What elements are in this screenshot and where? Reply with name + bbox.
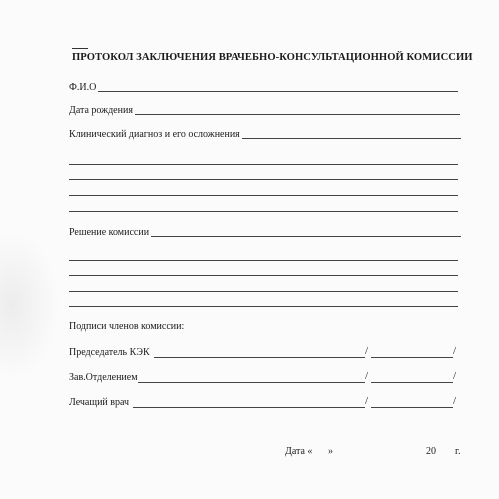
date-quote-close: »	[328, 446, 333, 457]
date-year-suffix: г.	[455, 446, 461, 457]
attending-doctor-separator-end: /	[453, 395, 457, 407]
decision-line[interactable]	[69, 275, 458, 276]
chairman-separator: /	[365, 345, 369, 357]
scan-smudge	[0, 230, 60, 380]
diagnosis-label: Клинический диагноз и его осложнения	[69, 129, 240, 140]
head-of-dept-label: Зав.Отделением	[69, 372, 138, 383]
decision-row	[69, 225, 461, 239]
fio-field[interactable]	[98, 81, 458, 92]
attending-doctor-signature-field[interactable]	[133, 407, 365, 408]
title-overline	[72, 48, 88, 49]
diagnosis-field[interactable]	[242, 128, 461, 139]
decision-line[interactable]	[69, 306, 458, 307]
date-label: Дата «	[285, 446, 313, 457]
diagnosis-line[interactable]	[69, 195, 458, 196]
attending-doctor-separator: /	[365, 395, 369, 407]
head-of-dept-signature-field[interactable]	[138, 382, 365, 383]
decision-line[interactable]	[69, 260, 458, 261]
head-of-dept-separator-end: /	[453, 370, 457, 382]
decision-label: Решение комиссии	[69, 227, 150, 238]
decision-line[interactable]	[69, 291, 458, 292]
date-year-prefix: 20	[426, 446, 436, 457]
signatures-heading: Подписи членов комиссии:	[69, 321, 185, 332]
chairman-signature-field[interactable]	[154, 357, 365, 358]
attending-doctor-name-field[interactable]	[371, 407, 453, 408]
head-of-dept-name-field[interactable]	[371, 382, 453, 383]
diagnosis-line[interactable]	[69, 164, 458, 165]
attending-doctor-label: Лечащий врач	[69, 397, 130, 408]
diagnosis-line[interactable]	[69, 211, 458, 212]
fio-row	[69, 80, 458, 94]
decision-field[interactable]	[151, 226, 461, 237]
chairman-separator-end: /	[453, 345, 457, 357]
head-of-dept-separator: /	[365, 370, 369, 382]
chairman-name-field[interactable]	[371, 357, 453, 358]
fio-label: Ф.И.О	[69, 82, 97, 93]
document-title: ПРОТОКОЛ ЗАКЛЮЧЕНИЯ ВРАЧЕБНО-КОНСУЛЬТАЦИОННОЙ КОМИССИИ	[72, 52, 473, 63]
diagnosis-line[interactable]	[69, 179, 458, 180]
birth-date-label: Дата рождения	[69, 105, 133, 116]
birth-date-row	[69, 103, 460, 117]
diagnosis-row	[69, 127, 461, 141]
chairman-label: Председатель КЭК	[69, 347, 150, 358]
birth-date-field[interactable]	[135, 104, 460, 115]
